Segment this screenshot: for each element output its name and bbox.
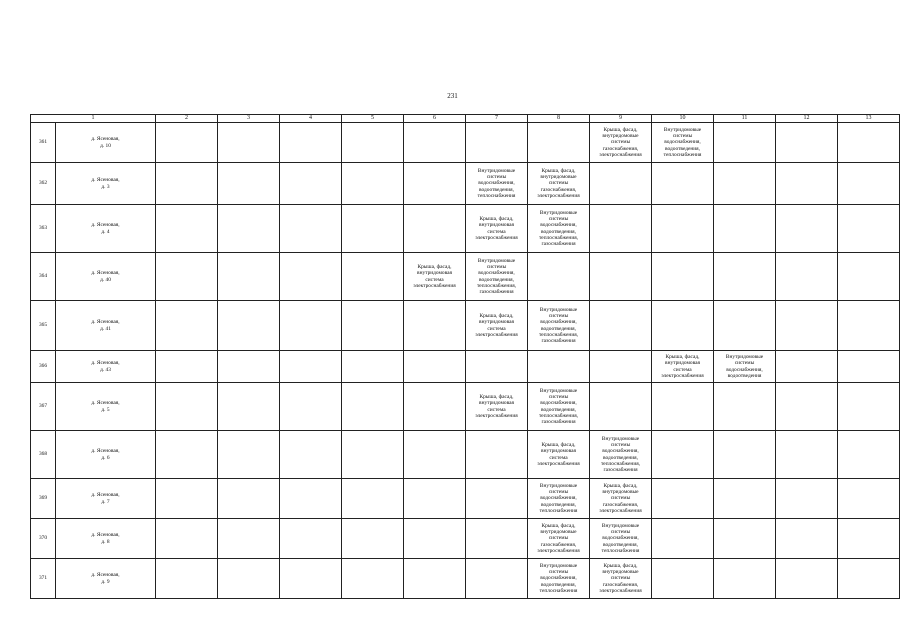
work-cell (838, 253, 900, 301)
work-cell (218, 351, 280, 383)
work-cell (156, 301, 218, 351)
work-cell (590, 351, 652, 383)
column-number-row (31, 115, 900, 123)
column-header: 7 (466, 115, 528, 123)
work-cell (714, 123, 776, 163)
work-cell (776, 383, 838, 431)
work-cell (776, 253, 838, 301)
work-cell (776, 301, 838, 351)
row-number: 371 (31, 559, 56, 599)
work-cell (652, 519, 714, 559)
work-cell (652, 205, 714, 253)
work-cell (590, 205, 652, 253)
work-cell (838, 301, 900, 351)
work-cell (280, 253, 342, 301)
address-cell: д. Ясеновая, д. 9 (56, 559, 156, 599)
work-cell (342, 479, 404, 519)
work-cell (280, 123, 342, 163)
work-cell: Внутридомовые системы водоснабжения, водоотведения, теплоснабжения, газоснабжения (528, 205, 590, 253)
column-header: 13 (838, 115, 900, 123)
row-number: 366 (31, 351, 56, 383)
table-row (31, 253, 900, 301)
work-cell (218, 253, 280, 301)
work-cell (342, 205, 404, 253)
work-cell (838, 519, 900, 559)
work-cell (776, 123, 838, 163)
work-cell (156, 123, 218, 163)
row-number: 368 (31, 431, 56, 479)
work-cell (776, 519, 838, 559)
work-cell (280, 301, 342, 351)
row-number: 365 (31, 301, 56, 351)
work-cell (404, 431, 466, 479)
work-cell: Крыша, фасад, внутридомовые системы газоснабжения, электроснабжения (590, 559, 652, 599)
work-cell (280, 559, 342, 599)
work-cell (218, 301, 280, 351)
work-cell (280, 431, 342, 479)
work-cell (280, 479, 342, 519)
work-cell (590, 383, 652, 431)
column-header: 5 (342, 115, 404, 123)
column-header: 10 (652, 115, 714, 123)
address-cell: д. Ясеновая, д. 40 (56, 253, 156, 301)
work-cell (280, 383, 342, 431)
work-cell (156, 519, 218, 559)
table-row (31, 351, 900, 383)
work-cell (156, 559, 218, 599)
table-row (31, 123, 900, 163)
work-cell (404, 559, 466, 599)
work-cell (776, 205, 838, 253)
work-cell (652, 479, 714, 519)
column-header: 11 (714, 115, 776, 123)
work-cell: Внутридомовые системы водоснабжения, водоотведения, теплоснабжения (528, 479, 590, 519)
work-cell (714, 205, 776, 253)
work-cell (156, 253, 218, 301)
work-cell (342, 431, 404, 479)
column-header: 1 (31, 115, 156, 123)
work-cell (218, 163, 280, 205)
table-row (31, 163, 900, 205)
work-cell (404, 205, 466, 253)
column-header: 6 (404, 115, 466, 123)
work-cell (652, 431, 714, 479)
work-cell (156, 383, 218, 431)
work-cell (342, 351, 404, 383)
work-cell: Внутридомовые системы водоснабжения, водоотведения, теплоснабжения (652, 123, 714, 163)
work-cell (280, 351, 342, 383)
work-cell: Крыша, фасад, внутридомовые системы газоснабжения, электроснабжения (528, 519, 590, 559)
work-cell (156, 205, 218, 253)
work-cell (714, 559, 776, 599)
address-cell: д. Ясеновая, д. 5 (56, 383, 156, 431)
work-cell: Внутридомовые системы водоснабжения, водоотведения, теплоснабжения (590, 519, 652, 559)
work-cell (218, 559, 280, 599)
address-cell: д. Ясеновая, д. 7 (56, 479, 156, 519)
table-header (31, 115, 900, 123)
column-header: 3 (218, 115, 280, 123)
work-cell (466, 479, 528, 519)
column-header: 4 (280, 115, 342, 123)
work-cell (838, 559, 900, 599)
row-number: 363 (31, 205, 56, 253)
table-row (31, 519, 900, 559)
work-cell: Крыша, фасад, внутридомовая система электроснабжения (404, 253, 466, 301)
work-cell (218, 519, 280, 559)
work-cell (652, 383, 714, 431)
work-cell (156, 479, 218, 519)
work-cell: Крыша, фасад, внутридомовая система электроснабжения (528, 431, 590, 479)
table-row (31, 559, 900, 599)
address-cell: д. Ясеновая, д. 8 (56, 519, 156, 559)
work-cell: Крыша, фасад, внутридомовые системы газоснабжения, электроснабжения (590, 479, 652, 519)
address-cell: д. Ясеновая, д. 10 (56, 123, 156, 163)
address-cell: д. Ясеновая, д. 41 (56, 301, 156, 351)
work-cell (156, 431, 218, 479)
address-cell: д. Ясеновая, д. 43 (56, 351, 156, 383)
table-row (31, 479, 900, 519)
work-cell (218, 479, 280, 519)
work-cell (652, 559, 714, 599)
work-cell (404, 301, 466, 351)
work-cell (280, 519, 342, 559)
work-cell (590, 163, 652, 205)
work-cell: Крыша, фасад, внутридомовая система электроснабжения (466, 301, 528, 351)
work-cell (466, 123, 528, 163)
row-number: 361 (31, 123, 56, 163)
work-cell (404, 351, 466, 383)
work-cell (466, 431, 528, 479)
column-header: 2 (156, 115, 218, 123)
work-cell: Внутридомовые системы водоснабжения, водоотведения, теплоснабжения, газоснабжения (466, 253, 528, 301)
work-cell (404, 163, 466, 205)
address-cell: д. Ясеновая, д. 6 (56, 431, 156, 479)
row-number: 362 (31, 163, 56, 205)
work-cell (714, 253, 776, 301)
work-cell (776, 431, 838, 479)
work-cell (590, 253, 652, 301)
works-schedule-table (30, 114, 900, 599)
row-number: 369 (31, 479, 56, 519)
work-cell (776, 351, 838, 383)
page-number: 231 (447, 92, 458, 100)
work-cell (652, 163, 714, 205)
work-cell (342, 123, 404, 163)
table-body (31, 123, 900, 599)
work-cell: Внутридомовые системы водоснабжения, водоотведения, теплоснабжения, газоснабжения (590, 431, 652, 479)
work-cell (714, 431, 776, 479)
work-cell (652, 301, 714, 351)
work-cell (342, 253, 404, 301)
work-cell (218, 431, 280, 479)
work-cell (838, 123, 900, 163)
work-cell: Крыша, фасад, внутридомовые системы газоснабжения, электроснабжения (528, 163, 590, 205)
table-row (31, 205, 900, 253)
work-cell (776, 479, 838, 519)
work-cell: Крыша, фасад, внутридомовая система электроснабжения (466, 205, 528, 253)
work-cell (652, 253, 714, 301)
work-cell: Внутридомовые системы водоснабжения, водоотведения (714, 351, 776, 383)
work-cell: Крыша, фасад, внутридомовая система электроснабжения (466, 383, 528, 431)
work-cell (342, 383, 404, 431)
row-number: 367 (31, 383, 56, 431)
work-cell (466, 351, 528, 383)
table-row (31, 301, 900, 351)
table-row (31, 383, 900, 431)
work-cell (838, 383, 900, 431)
work-cell (528, 351, 590, 383)
work-cell: Крыша, фасад, внутридомовая система электроснабжения (652, 351, 714, 383)
work-cell (838, 205, 900, 253)
work-cell (466, 559, 528, 599)
work-cell (590, 301, 652, 351)
work-cell (838, 431, 900, 479)
column-header: 8 (528, 115, 590, 123)
work-cell (218, 383, 280, 431)
work-cell: Внутридомовые системы водоснабжения, водоотведения, теплоснабжения (466, 163, 528, 205)
work-cell (714, 479, 776, 519)
work-cell (838, 479, 900, 519)
work-cell (528, 253, 590, 301)
work-cell (714, 519, 776, 559)
address-cell: д. Ясеновая, д. 4 (56, 205, 156, 253)
work-cell (714, 301, 776, 351)
column-header: 9 (590, 115, 652, 123)
work-cell (342, 519, 404, 559)
work-cell (280, 205, 342, 253)
work-cell (404, 479, 466, 519)
work-cell (280, 163, 342, 205)
work-cell (838, 351, 900, 383)
work-cell: Внутридомовые системы водоснабжения, водоотведения, теплоснабжения, газоснабжения (528, 301, 590, 351)
work-cell (156, 351, 218, 383)
work-cell (776, 559, 838, 599)
work-cell (156, 163, 218, 205)
work-cell (218, 205, 280, 253)
work-cell (528, 123, 590, 163)
work-cell (404, 383, 466, 431)
work-cell (404, 123, 466, 163)
work-cell: Крыша, фасад, внутридомовые системы газоснабжения, электроснабжения (590, 123, 652, 163)
work-cell (342, 301, 404, 351)
work-cell: Внутридомовые системы водоснабжения, водоотведения, теплоснабжения (528, 559, 590, 599)
work-cell: Внутридомовые системы водоснабжения, водоотведения, теплоснабжения, газоснабжения (528, 383, 590, 431)
column-header: 12 (776, 115, 838, 123)
work-cell (714, 383, 776, 431)
work-cell (404, 519, 466, 559)
work-cell (838, 163, 900, 205)
table-row (31, 431, 900, 479)
work-cell (714, 163, 776, 205)
work-cell (776, 163, 838, 205)
work-cell (466, 519, 528, 559)
address-cell: д. Ясеновая, д. 3 (56, 163, 156, 205)
work-cell (342, 559, 404, 599)
row-number: 364 (31, 253, 56, 301)
work-cell (218, 123, 280, 163)
work-cell (342, 163, 404, 205)
row-number: 370 (31, 519, 56, 559)
